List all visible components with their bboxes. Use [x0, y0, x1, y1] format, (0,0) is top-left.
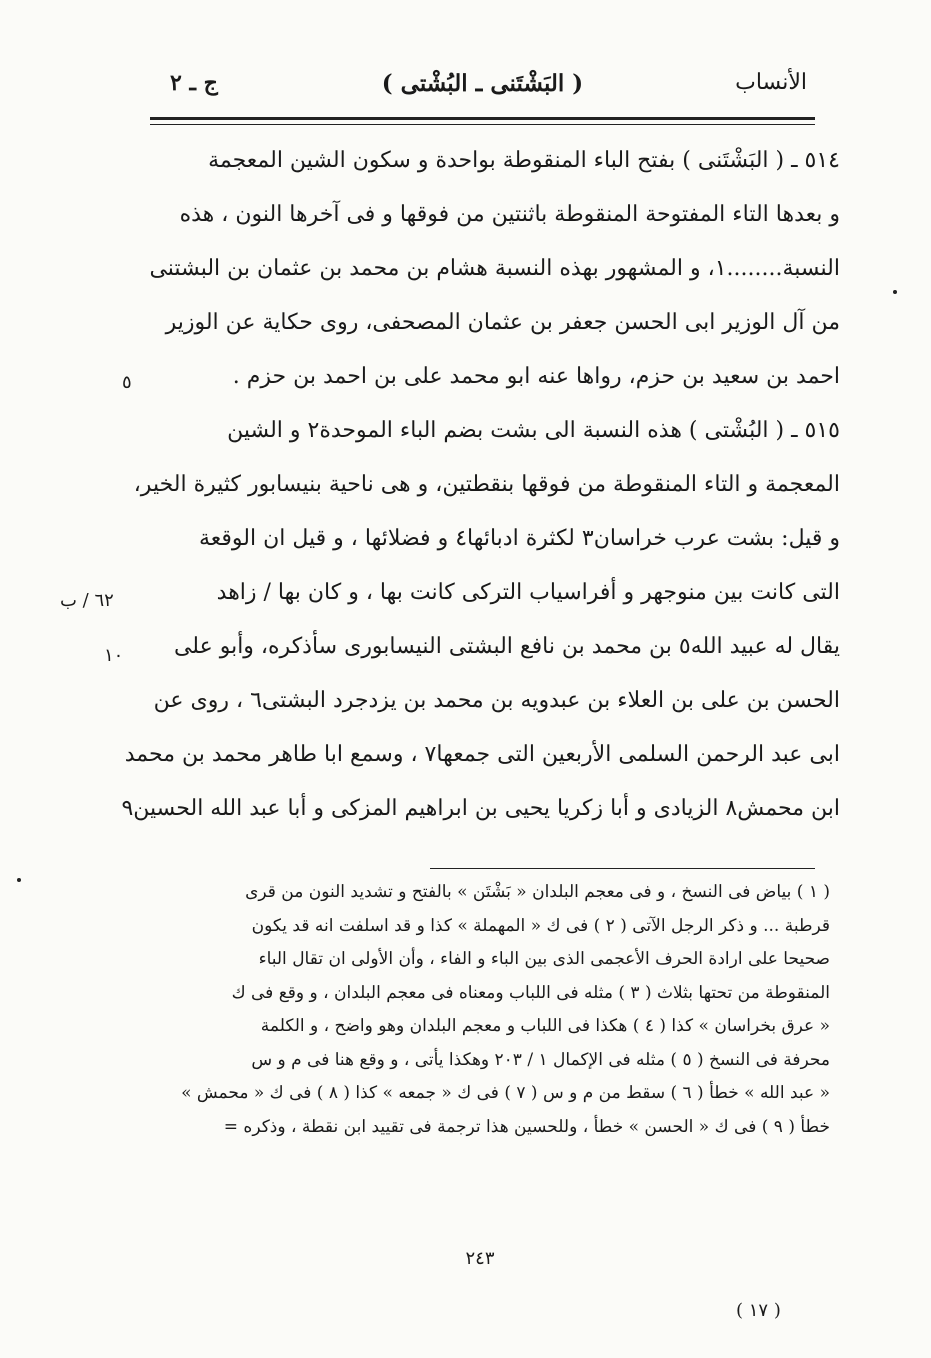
footnote-line: خطأ ( ٩ ) فى ك « الحسن » خطأ ، وللحسين هذا ترجمة فى تقييد ابن نقطة ، وذكره =: [223, 1116, 830, 1137]
margin-dot: [17, 878, 21, 882]
text-line: ابن محمش٨ الزيادى و أبا زكريا يحيى بن ابراهيم المزكى و أبا عبد الله الحسين٩: [121, 796, 840, 821]
footnotes: [150, 876, 830, 1144]
text-line: الحسن بن على بن العلاء بن عبدويه بن محمد بن يزدجرد البشتى٦ ، روى عن: [153, 688, 840, 713]
page-number: ٢٤٣: [465, 1248, 495, 1269]
footnote-line: « عرق بخراسان » كذا ( ٤ ) هكذا فى اللباب و معجم البلدان وهو واضح ، و الكلمة: [260, 1016, 830, 1036]
footnote-line: ( ١ ) بياض فى النسخ ، و فى معجم البلدان « بَشْتَن » بالفتح و تشديد النون من قرى: [245, 882, 830, 902]
folio-marker: ٦٢ / ب: [60, 590, 114, 611]
text-line: ٥١٤ ـ ( البَشْتَنی ) بفتح الباء المنقوطة بواحدة و سكون الشين المعجمة: [208, 148, 840, 173]
header-rule-thin: [150, 124, 815, 125]
header-rule-thick: [150, 117, 815, 120]
margin-dot: [893, 290, 897, 294]
footnote-line: المنقوطة من تحتها بثلاث ( ٣ ) مثله فى اللباب ومعناه فى معجم البلدان ، و وقع فى ك: [231, 982, 830, 1003]
header-book-title: الأنساب: [735, 70, 807, 95]
text-line: النسبة........١، و المشهور بهذه النسبة هشام بن محمد بن عثمان بن البشتنی: [149, 256, 840, 281]
header-volume: ج ـ ٢: [170, 70, 218, 96]
footnote-line: قرطبة ... و ذكر الرجل الآتى ( ٢ ) فى ك « المهملة » كذا و قد اسلفت انه قد يكون: [251, 915, 830, 936]
header-entries: ( البَشْتَنی ـ البُشْتی ): [381, 70, 584, 97]
footnote-separator: [430, 868, 815, 869]
signature-mark: ( ١٧ ): [736, 1300, 781, 1321]
footnote-line: صحيحا على ارادة الحرف الأعجمى الذى بين الباء و الفاء ، وأن الأولى ان تقال الباء: [258, 949, 830, 969]
text-line: ابى عبد الرحمن السلمى الأربعين التى جمعها٧ ، وسمع ابا طاهر محمد بن محمد: [124, 742, 840, 767]
line-number-5: ٥: [122, 372, 132, 393]
text-line: من آل الوزير ابى الحسن جعفر بن عثمان المصحفى، روى حكاية عن الوزير: [165, 310, 840, 335]
footnote-line: « عبد الله » خطأ ( ٦ ) سقط من م و س ( ٧ ) فى ك « جمعه » كذا ( ٨ ) فى ك « محمش »: [181, 1083, 830, 1103]
text-line: المعجمة و التاء المنقوطة من فوقها بنقطتين، و هى ناحية بنيسابور كثيرة الخير،: [133, 472, 840, 497]
text-line: و بعدها التاء المفتوحة المنقوطة باثنتين من فوقها و فى آخرها النون ، هذه: [179, 202, 840, 227]
footnote-line: محرفة فى النسخ ( ٥ ) مثله فى الإكمال ١ / ٢٠٣ وهكذا يأتى ، و وقع هنا فى م و س: [251, 1049, 830, 1070]
main-text: [121, 134, 840, 836]
text-line: احمد بن سعيد بن حزم، رواها عنه ابو محمد على بن احمد بن حزم .: [232, 364, 840, 389]
text-line: يقال له عبيد الله٥ بن محمد بن نافع البشتى النيسابورى سأذكره، وأبو على: [173, 634, 840, 659]
text-line: و قيل: بشت عرب خراسان٣ لكثرة ادبائها٤ و فضلائها ، و قيل ان الوقعة: [199, 526, 840, 551]
text-line: ٥١٥ ـ ( البُشْتی ) هذه النسبة الى بشت بضم الباء الموحدة٢ و الشين: [227, 418, 840, 443]
running-header: [150, 60, 815, 118]
text-line: التى كانت بين منوجهر و أفراسياب التركى كانت بها ، و كان بها / زاهد: [216, 580, 840, 605]
line-number-10: ١٠: [104, 645, 124, 666]
